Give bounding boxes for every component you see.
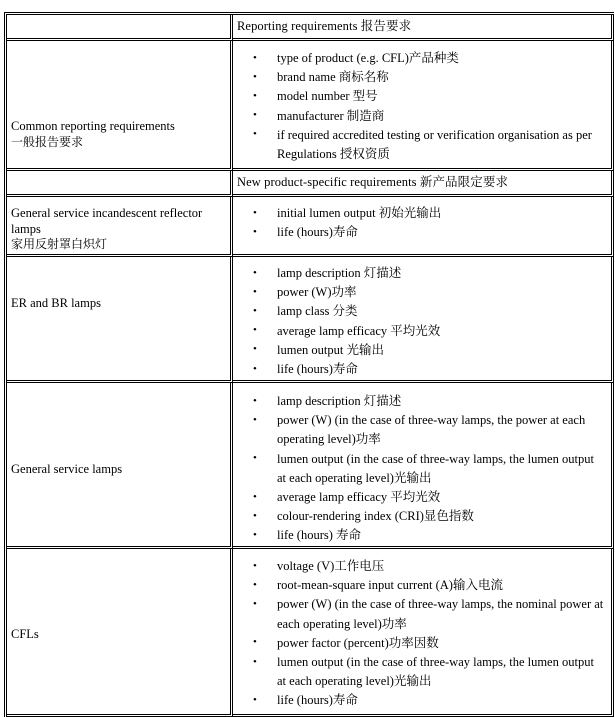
list-item: • life (hours)寿命 bbox=[277, 691, 605, 710]
list-item: • life (hours)寿命 bbox=[277, 223, 605, 242]
list-item: • model number 型号 bbox=[277, 87, 605, 106]
list-item: • if required accredited testing or verification organisation as per Regulations 授权资质 bbox=[277, 126, 605, 164]
requirements-list-erbr bbox=[233, 257, 611, 379]
requirements-list-cfls bbox=[233, 549, 611, 711]
category-label-general-service-incandescent-reflector-lamps bbox=[11, 206, 227, 253]
list-item: • average lamp efficacy 平均光效 bbox=[277, 322, 605, 341]
category-label-cfls bbox=[11, 627, 227, 643]
list-item: • root-mean-square input current (A)输入电流 bbox=[277, 576, 605, 595]
category-label-en: ER and BR lamps bbox=[11, 296, 101, 310]
requirements-list-common bbox=[233, 41, 611, 164]
table-row bbox=[7, 383, 614, 549]
empty-label-cell bbox=[7, 171, 233, 197]
list-item: • lamp description 灯描述 bbox=[277, 392, 605, 411]
table-row bbox=[7, 197, 614, 257]
list-item: • power (W) (in the case of three-way lamps, the nominal power at each operating level)功率 bbox=[277, 595, 605, 633]
section-header-reporting-requirements: Reporting requirements 报告要求 bbox=[237, 19, 412, 33]
section-header-cell-new-product-specific bbox=[233, 171, 614, 197]
list-item: • type of product (e.g. CFL)产品种类 bbox=[277, 49, 605, 68]
reporting-requirements-table bbox=[4, 12, 614, 717]
list-item: • life (hours) 寿命 bbox=[277, 526, 605, 545]
category-cell-cfls bbox=[7, 549, 233, 717]
table-row bbox=[7, 41, 614, 171]
list-item: • power (W) (in the case of three-way lamps, the power at each operating level)功率 bbox=[277, 411, 605, 449]
list-item: • power (W)功率 bbox=[277, 283, 605, 302]
requirements-cell-cfls bbox=[233, 549, 614, 717]
category-cell-general-service-incandescent-reflector-lamps bbox=[7, 197, 233, 257]
category-label-cn: 家用反射罩白炽灯 bbox=[11, 237, 108, 251]
empty-label-cell bbox=[7, 15, 233, 41]
category-cell-er-and-br-lamps bbox=[7, 257, 233, 383]
list-item: • power factor (percent)功率因数 bbox=[277, 634, 605, 653]
list-item: • voltage (V)工作电压 bbox=[277, 557, 605, 576]
category-label-en: Common reporting requirements bbox=[11, 119, 175, 133]
list-item: • colour-rendering index (CRI)显色指数 bbox=[277, 507, 605, 526]
category-label-general-service-lamps bbox=[11, 462, 227, 478]
section-header-cell-reporting bbox=[233, 15, 614, 41]
requirements-list-gsl bbox=[233, 383, 611, 546]
requirements-cell-general-service-lamps bbox=[233, 383, 614, 549]
category-label-box bbox=[7, 197, 230, 254]
category-cell-general-service-lamps bbox=[7, 383, 233, 549]
table-row bbox=[7, 549, 614, 717]
category-label-en: General service lamps bbox=[11, 462, 123, 476]
category-label-en: CFLs bbox=[11, 627, 39, 641]
category-label-cn: 一般报告要求 bbox=[11, 134, 84, 149]
category-cell-common-reporting-requirements bbox=[7, 41, 233, 171]
category-label-box bbox=[7, 383, 230, 546]
list-item: • lumen output (in the case of three-way lamps, the lumen output at each operating level)光输出 bbox=[277, 653, 605, 691]
list-item: • manufacturer 制造商 bbox=[277, 107, 605, 126]
category-label-er-and-br-lamps bbox=[11, 296, 227, 312]
table-row bbox=[7, 257, 614, 383]
list-item: • lumen output 光输出 bbox=[277, 341, 605, 360]
requirements-cell-er-and-br-lamps bbox=[233, 257, 614, 383]
list-item: • lamp class 分类 bbox=[277, 302, 605, 321]
empty-label-text bbox=[7, 15, 230, 22]
requirements-cell-common-reporting-requirements bbox=[233, 41, 614, 171]
list-item: • life (hours)寿命 bbox=[277, 360, 605, 379]
category-label-common-reporting-requirements bbox=[11, 119, 227, 150]
empty-label-text bbox=[7, 171, 230, 178]
requirements-list-gsirl bbox=[233, 197, 611, 242]
list-item: • lamp description 灯描述 bbox=[277, 264, 605, 283]
category-label-box bbox=[7, 41, 230, 168]
category-label-box bbox=[7, 257, 230, 380]
section-header-new-product-specific-requirements: New product-specific requirements 新产品限定要求 bbox=[237, 175, 509, 189]
list-item: • average lamp efficacy 平均光效 bbox=[277, 488, 605, 507]
list-item: • initial lumen output 初始光输出 bbox=[277, 204, 605, 223]
category-label-box bbox=[7, 549, 230, 714]
category-label-en: General service incandescent reflector lamps bbox=[11, 206, 203, 236]
requirements-cell-general-service-incandescent-reflector-lamps bbox=[233, 197, 614, 257]
table-row bbox=[7, 15, 614, 41]
table-row bbox=[7, 171, 614, 197]
list-item: • brand name 商标名称 bbox=[277, 68, 605, 87]
list-item: • lumen output (in the case of three-way lamps, the lumen output at each operating level)光输出 bbox=[277, 450, 605, 488]
